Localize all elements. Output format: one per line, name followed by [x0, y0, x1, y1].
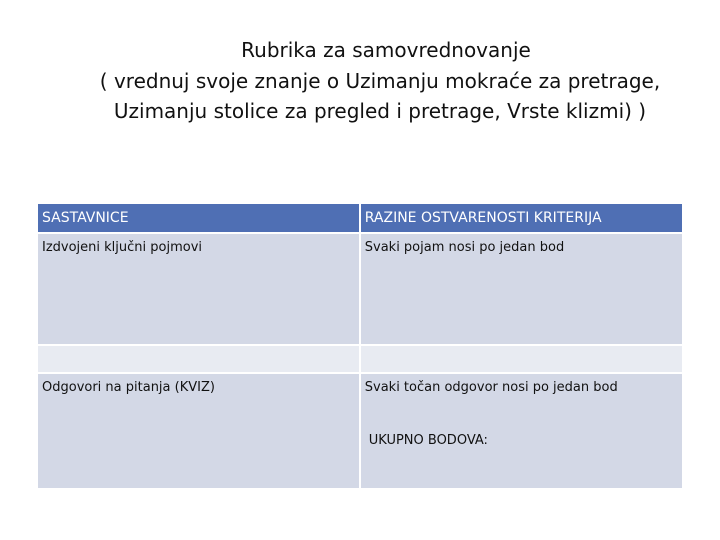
- table-row: [37, 373, 683, 489]
- cell-component: [37, 345, 360, 373]
- cell-component: Odgovori na pitanja (KVIZ): [37, 373, 360, 489]
- subtitle-line-2: Uzimanju stolice za pregled i pretrage, Vrste klizmi) ): [113, 99, 647, 123]
- table-row: [37, 345, 683, 373]
- page-title-text: Rubrika za samovrednovanje: [241, 38, 531, 62]
- subtitle-line-1: ( vrednuj svoje znanje o Uzimanju mokraće za pretrage,: [99, 69, 661, 93]
- total-points-label: UKUPNO BODOVA:: [368, 433, 488, 448]
- table-header-row: [37, 203, 683, 233]
- header-components: SASTAVNICE: [37, 203, 360, 233]
- cell-criterion: Svaki pojam nosi po jedan bod: [360, 233, 683, 345]
- table-row: [37, 233, 683, 345]
- cell-criterion: [360, 373, 683, 489]
- rubric-table: [36, 202, 684, 490]
- header-criteria-levels: RAZINE OSTVARENOSTI KRITERIJA: [360, 203, 683, 233]
- cell-component: Izdvojeni ključni pojmovi: [37, 233, 360, 345]
- cell-criterion: [360, 345, 683, 373]
- page-title: [0, 36, 720, 64]
- page-subtitle: [0, 66, 720, 126]
- criterion-text: Svaki točan odgovor nosi po jedan bod: [364, 380, 618, 395]
